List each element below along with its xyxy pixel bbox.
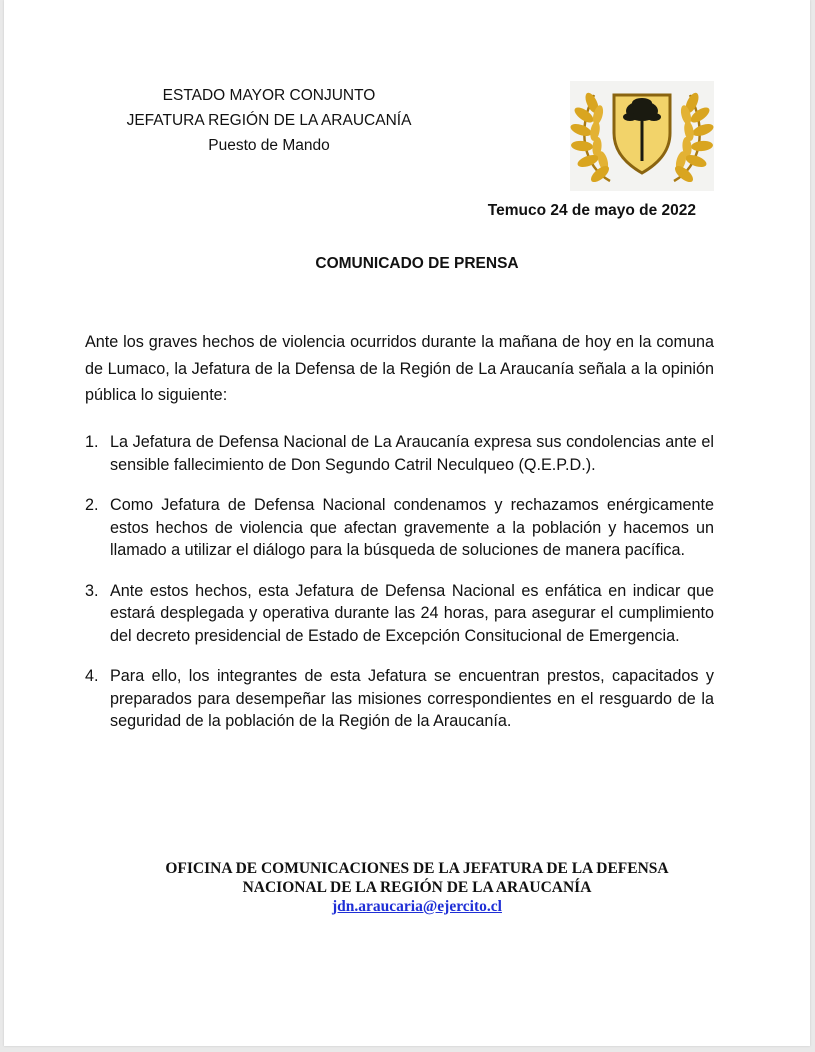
list-item-text: Como Jefatura de Defensa Nacional condenamos y rechazamos enérgicamente estos hechos de violencia que afectan gravemente a la población y hacemos un llamado a utilizar el diálogo para la búsqueda de soluciones de manera pacífica. xyxy=(110,496,714,559)
emblem-icon xyxy=(570,81,714,191)
list-item xyxy=(85,580,714,648)
footer-line-2: NACIONAL DE LA REGIÓN DE LA ARAUCANÍA xyxy=(242,879,592,896)
document-title: COMUNICADO DE PRENSA xyxy=(315,255,519,272)
list-item xyxy=(85,494,714,562)
email-link[interactable]: jdn.araucaria@ejercito.cl xyxy=(332,898,502,915)
list-item-text: Ante estos hechos, esta Jefatura de Defensa Nacional es enfática en indicar que estará desplegada y operativa durante las 24 horas, para asegurar el cumplimiento del decreto presidencial de Estado de Excepción Consitucional de Emergencia. xyxy=(110,581,714,645)
list-item xyxy=(85,431,714,476)
footer-line-1: OFICINA DE COMUNICACIONES DE LA JEFATURA DE LA DEFENSA xyxy=(165,860,669,877)
intro-paragraph: Ante los graves hechos de violencia ocurridos durante la mañana de hoy en la comuna de Lumaco, la Jefatura de la Defensa de la Región de La Araucanía señala a la opinión pública lo siguiente: xyxy=(85,333,714,404)
list-item-number: 1. xyxy=(85,433,99,451)
list-item-number: 3. xyxy=(85,581,99,600)
letterhead-line-3: Puesto de Mando xyxy=(208,137,330,154)
letterhead-line-1: ESTADO MAYOR CONJUNTO xyxy=(162,87,376,104)
list-item-number: 2. xyxy=(85,496,99,514)
letterhead xyxy=(104,83,434,158)
footer-signature xyxy=(4,859,815,916)
list-item-text: La Jefatura de Defensa Nacional de La Araucanía expresa sus condolencias ante el sensible fallecimiento de Don Segundo Catril Neculqueo (Q.E.P.D.). xyxy=(110,433,714,474)
list-item xyxy=(85,665,714,733)
list-item-text: Para ello, los integrantes de esta Jefatura se encuentran prestos, capacitados y preparados para desempeñar las misiones correspondientes en el resguardo de la seguridad de la población de la Región de la Araucanía. xyxy=(110,667,714,730)
document-page xyxy=(4,0,810,1046)
letterhead-line-2: JEFATURA REGIÓN DE LA ARAUCANÍA xyxy=(126,112,412,129)
statement-list xyxy=(85,431,714,751)
document-date: Temuco 24 de mayo de 2022 xyxy=(487,202,696,219)
list-item-number: 4. xyxy=(85,667,99,685)
